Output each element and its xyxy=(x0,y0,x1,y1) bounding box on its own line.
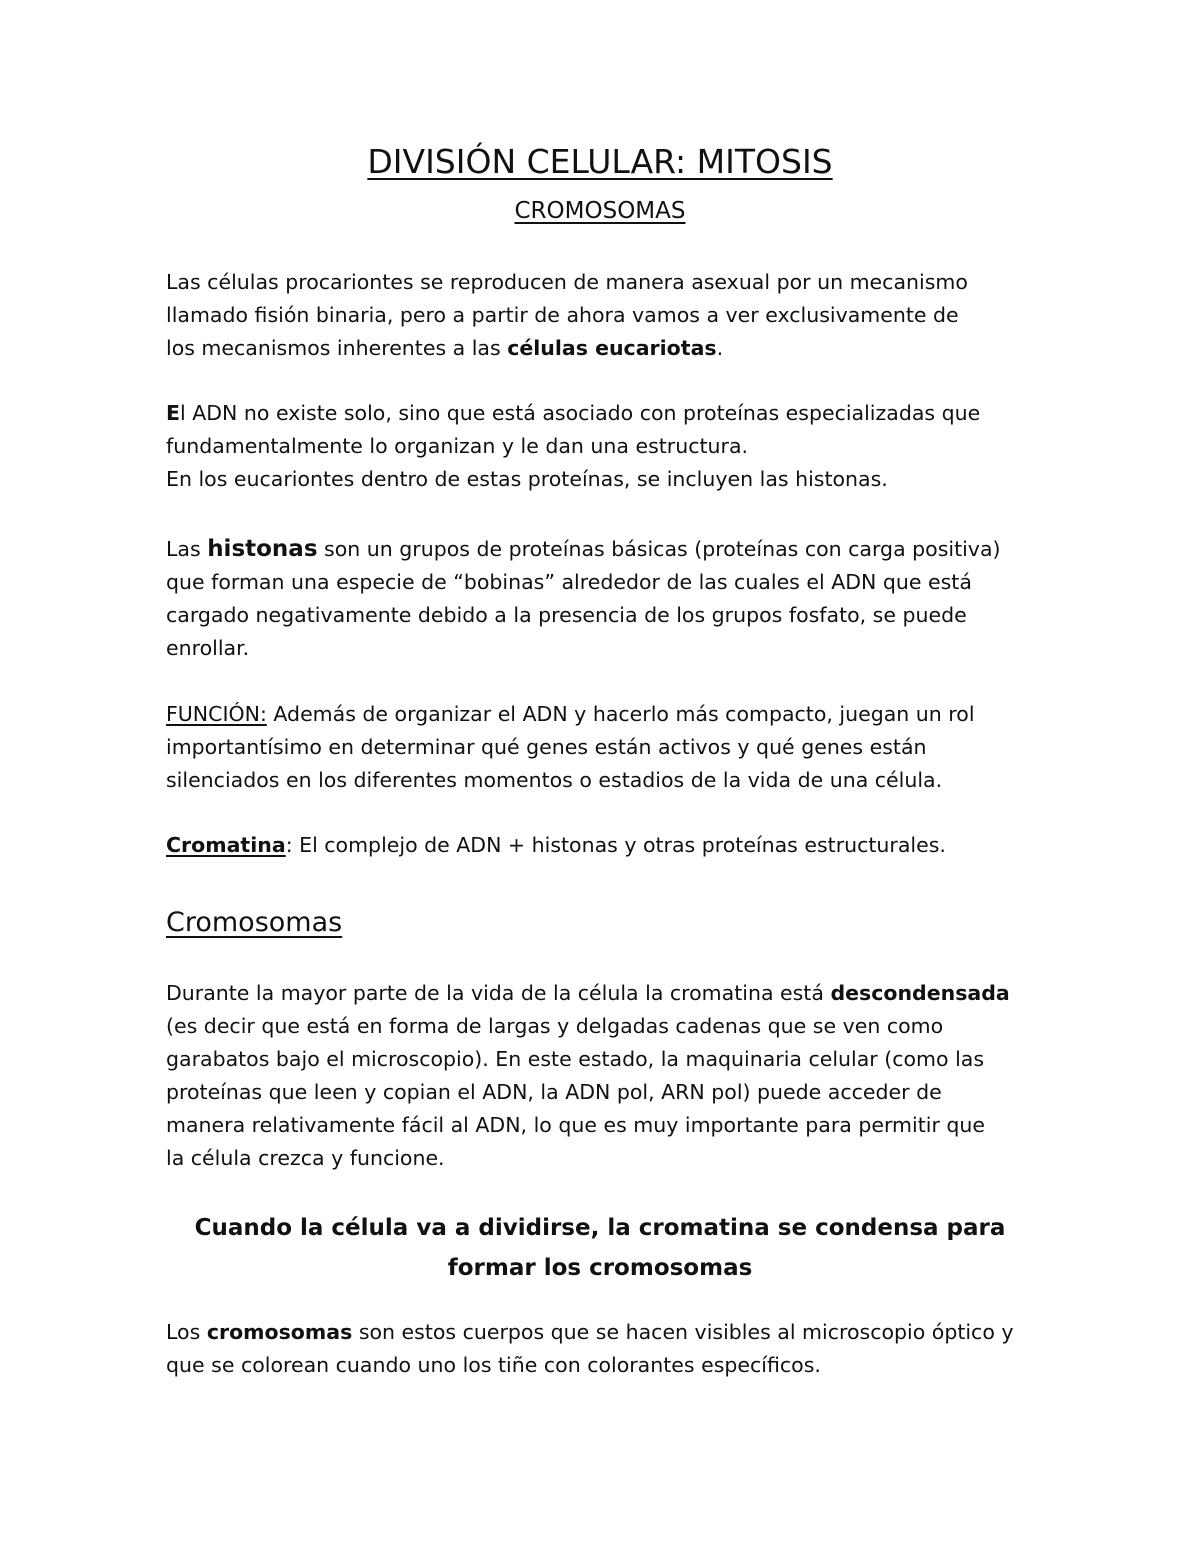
text-span: . xyxy=(716,336,724,360)
highlight-statement xyxy=(160,1208,1040,1288)
paragraph-line: garabatos bajo el microscopio). En este estado, la maquinaria celular (como las xyxy=(166,1047,985,1071)
bold-term-histonas: histonas xyxy=(207,536,318,562)
paragraph-line: que se colorean cuando uno los tiñe con colorantes específicos. xyxy=(166,1353,821,1377)
paragraph-line: que forman una especie de “bobinas” alrededor de las cuales el ADN que está xyxy=(166,570,972,594)
paragraph-line: enrollar. xyxy=(166,636,250,660)
paragraph-line: fundamentalmente lo organizan y le dan una estructura. xyxy=(166,434,749,458)
paragraph-funcion xyxy=(166,698,1056,797)
paragraph-line: llamado fisión binaria, pero a partir de ahora vamos a ver exclusivamente de xyxy=(166,303,959,327)
label-funcion: FUNCIÓN: xyxy=(166,702,267,726)
paragraph-line: proteínas que leen y copian el ADN, la ADN pol, ARN pol) puede acceder de xyxy=(166,1080,942,1104)
text-span: son estos cuerpos que se hacen visibles al microscopio óptico y xyxy=(352,1320,1014,1344)
paragraph-line: silenciados en los diferentes momentos o estadios de la vida de una célula. xyxy=(166,768,943,792)
paragraph-line xyxy=(166,829,1056,862)
text-span: Además de organizar el ADN y hacerlo más compacto, juegan un rol xyxy=(266,702,975,726)
paragraph-line xyxy=(166,397,1056,430)
paragraph-line: Las células procariontes se reproducen de manera asexual por un mecanismo xyxy=(166,270,968,294)
bold-initial: E xyxy=(166,401,181,425)
bold-term-descondensada: descondensada xyxy=(830,981,1010,1005)
paragraph-histonas xyxy=(166,533,1056,665)
text-span: Durante la mayor parte de la vida de la célula la cromatina está xyxy=(166,981,831,1005)
paragraph-cromatina xyxy=(166,829,1056,862)
text-span: son un grupos de proteínas básicas (proteínas con carga positiva) xyxy=(317,537,1001,561)
bold-term-cromosomas: cromosomas xyxy=(206,1320,353,1344)
paragraph-line: importantísimo en determinar qué genes están activos y qué genes están xyxy=(166,735,927,759)
section-heading-cromosomas: Cromosomas xyxy=(166,907,343,938)
paragraph-procariontes xyxy=(166,266,1056,365)
document-title: DIVISIÓN CELULAR: MITOSIS xyxy=(367,142,833,181)
paragraph-line xyxy=(166,533,1056,566)
text-span: : El complejo de ADN + histonas y otras proteínas estructurales. xyxy=(285,833,946,857)
document-subtitle: CROMOSOMAS xyxy=(514,198,686,224)
paragraph-line: (es decir que está en forma de largas y delgadas cadenas que se ven como xyxy=(166,1014,944,1038)
text-span: los mecanismos inherentes a las xyxy=(166,336,508,360)
paragraph-descondensada xyxy=(166,977,1056,1175)
bold-term-celulas-eucariotas: células eucariotas xyxy=(507,336,717,360)
paragraph-line xyxy=(166,332,1056,365)
text-span: Las xyxy=(166,537,208,561)
text-span: l ADN no existe solo, sino que está asociado con proteínas especializadas que xyxy=(180,401,981,425)
paragraph-adn xyxy=(166,397,1056,496)
paragraph-line xyxy=(166,698,1056,731)
paragraph-line: manera relativamente fácil al ADN, lo que es muy importante para permitir que xyxy=(166,1113,986,1137)
paragraph-line: la célula crezca y funcione. xyxy=(166,1146,445,1170)
bold-term-cromatina: Cromatina xyxy=(166,833,286,857)
paragraph-line: cargado negativamente debido a la presencia de los grupos fosfato, se puede xyxy=(166,603,967,627)
paragraph-cromosomas-visibles xyxy=(166,1316,1056,1382)
paragraph-line xyxy=(166,977,1056,1010)
highlight-line: formar los cromosomas xyxy=(447,1255,753,1281)
paragraph-line: En los eucariontes dentro de estas proteínas, se incluyen las histonas. xyxy=(166,467,888,491)
text-span: Los xyxy=(166,1320,207,1344)
highlight-line: Cuando la célula va a dividirse, la cromatina se condensa para xyxy=(194,1215,1006,1241)
paragraph-line xyxy=(166,1316,1056,1349)
